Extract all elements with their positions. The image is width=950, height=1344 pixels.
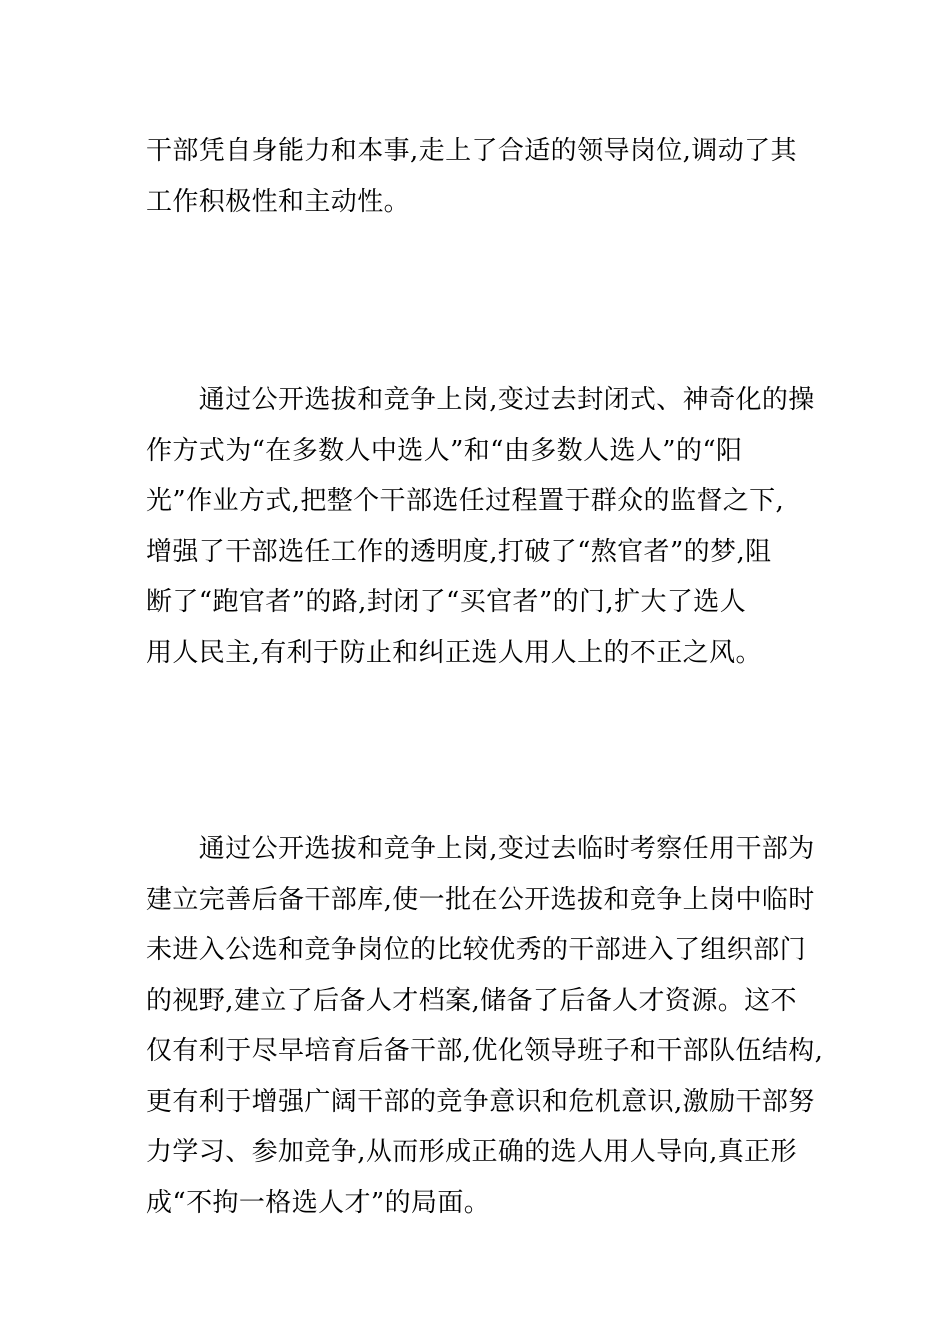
text-line: 用人民主,有利于防止和纠正选人用人上的不正之风。 [146, 637, 762, 668]
text-line: 通过公开选拔和竞争上岗,变过去封闭式、神奇化的操 [146, 385, 815, 415]
text-line: 作方式为“在多数人中选人”和“由多数人选人”的“阳 [146, 435, 743, 466]
text-line: 通过公开选拔和竞争上岗,变过去临时考察任用干部为 [146, 834, 815, 864]
text-line: 成“不拘一格选人才”的局面。 [146, 1187, 491, 1218]
text-line: 的视野,建立了后备人才档案,储备了后备人才资源。这不 [146, 985, 797, 1016]
text-line: 工作积极性和主动性。 [146, 186, 411, 217]
paragraph-1 [146, 126, 826, 227]
paragraph-3 [146, 824, 826, 1228]
text-line: 增强了干部选任工作的透明度,打破了“熬官者”的梦,阻 [146, 536, 772, 567]
text-line: 力学习、参加竞争,从而形成正确的选人用人导向,真正形 [146, 1137, 797, 1167]
text-line: 更有利于增强广阔干部的竞争意识和危机意识,激励干部努 [146, 1086, 815, 1117]
text-line: 仅有利于尽早培育后备干部,优化领导班子和干部队伍结构, [146, 1036, 824, 1066]
text-line: 建立完善后备干部库,使一批在公开选拔和竞争上岗中临时 [146, 884, 815, 915]
paragraph-2 [146, 375, 826, 678]
text-line: 光”作业方式,把整个干部选任过程置于群众的监督之下, [146, 486, 785, 516]
text-line: 未进入公选和竞争岗位的比较优秀的干部进入了组织部门 [146, 935, 807, 965]
text-line: 干部凭自身能力和本事,走上了合适的领导岗位,调动了其 [146, 136, 797, 166]
text-line: 断了“跑官者”的路,封闭了“买官者”的门,扩大了选人 [146, 587, 747, 617]
